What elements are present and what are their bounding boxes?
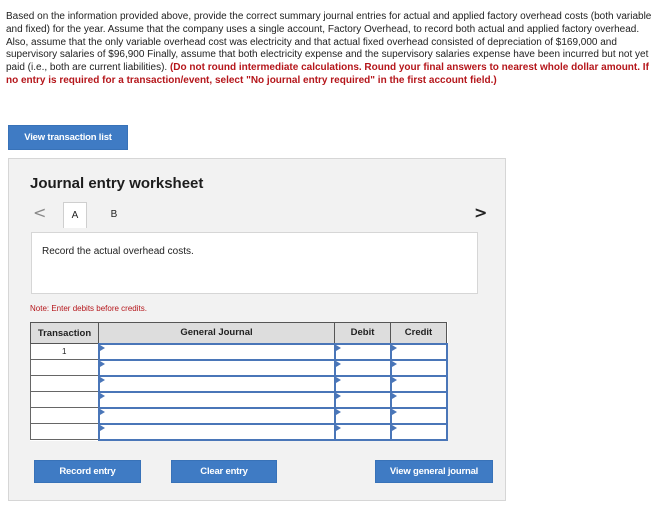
account-select[interactable] <box>99 376 335 392</box>
account-select[interactable] <box>99 392 335 408</box>
table-row <box>31 392 447 408</box>
account-select[interactable] <box>99 360 335 376</box>
header-credit: Credit <box>391 323 447 344</box>
debit-input[interactable] <box>335 344 391 360</box>
credit-input[interactable] <box>391 424 447 440</box>
credit-input[interactable] <box>391 360 447 376</box>
header-general-journal: General Journal <box>99 323 335 344</box>
debit-input[interactable] <box>335 408 391 424</box>
debit-input[interactable] <box>335 392 391 408</box>
table-row <box>31 360 447 376</box>
worksheet-title: Journal entry worksheet <box>30 175 204 192</box>
record-entry-button[interactable]: Record entry <box>34 460 141 483</box>
account-select[interactable] <box>99 408 335 424</box>
table-row <box>31 344 447 360</box>
credit-input[interactable] <box>391 376 447 392</box>
transaction-number <box>31 408 99 424</box>
tab-a[interactable]: A <box>63 202 87 228</box>
instructions-text <box>6 11 656 88</box>
journal-entry-table <box>30 322 448 441</box>
transaction-number: 1 <box>31 344 99 360</box>
tab-b[interactable]: B <box>110 208 118 220</box>
debit-input[interactable] <box>335 360 391 376</box>
previous-arrow-icon[interactable]: < <box>33 203 47 222</box>
table-row <box>31 408 447 424</box>
header-debit: Debit <box>335 323 391 344</box>
table-row <box>31 376 447 392</box>
next-arrow-icon[interactable]: > <box>474 203 488 222</box>
debit-input[interactable] <box>335 376 391 392</box>
credit-input[interactable] <box>391 344 447 360</box>
view-general-journal-button[interactable]: View general journal <box>375 460 493 483</box>
clear-entry-button[interactable]: Clear entry <box>171 460 277 483</box>
header-transaction: Transaction <box>31 323 99 344</box>
instructions-body: Based on the information provided above, provide the correct summary journal entries for actual and applied factory overhead costs (both variable and fixed) for the year. Assume that the company uses a single account, Factory Overhead, to record both actual and applied factory overhead. Also, assume that the only variable overhead cost was electricity and that actual fixed overhead consisted of depreciation of $169,000 and supervisory salaries of $96,900 Finally, assume that both electricity expense and the supervisory salaries expense have been incurred but not yet paid (i.e., both are current liabilities). <box>6 11 652 74</box>
transaction-number <box>31 392 99 408</box>
transaction-number <box>31 360 99 376</box>
transaction-number <box>31 424 99 440</box>
instructions-rounding-note: (Do not round intermediate calculations. Round your final answers to nearest whole dollar amount. If no entry is required for a transaction/event, select "No journal entry required" in the first account field.) <box>6 62 649 86</box>
view-transaction-list-button[interactable]: View transaction list <box>8 125 128 150</box>
account-select[interactable] <box>99 344 335 360</box>
table-row <box>31 424 447 440</box>
debit-input[interactable] <box>335 424 391 440</box>
journal-entry-worksheet <box>8 158 506 501</box>
account-select[interactable] <box>99 424 335 440</box>
entry-description-box <box>31 232 478 294</box>
transaction-number <box>31 376 99 392</box>
credit-input[interactable] <box>391 392 447 408</box>
entry-description: Record the actual overhead costs. <box>42 246 194 257</box>
debit-credit-note: Note: Enter debits before credits. <box>30 304 147 313</box>
credit-input[interactable] <box>391 408 447 424</box>
table-header-row <box>31 323 447 344</box>
